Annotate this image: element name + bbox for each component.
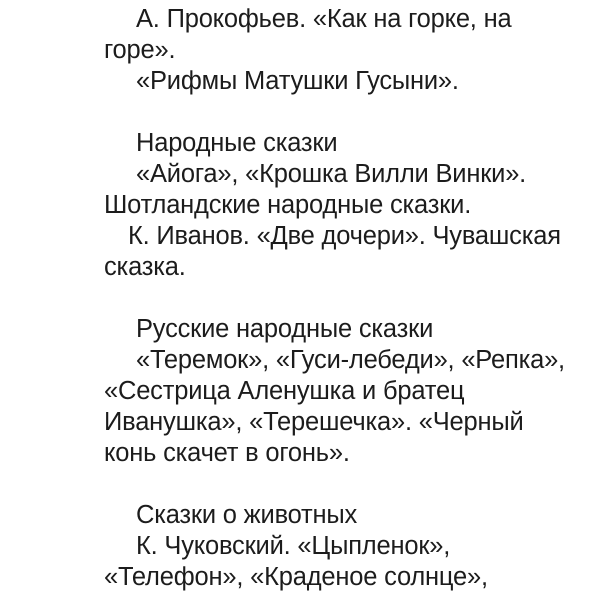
section-heading: Русские народные сказки [136, 315, 434, 343]
text-line: конь скачет в огонь». [104, 439, 350, 467]
text-line: А. Прокофьев. «Как на горке, на [136, 5, 512, 33]
text-line: «Рифмы Матушки Гусыни». [136, 67, 459, 95]
section-heading: Народные сказки [136, 129, 338, 157]
text-line: горе». [104, 36, 176, 64]
text-line: «Айога», «Крошка Вилли Винки». [136, 160, 527, 188]
section-heading: Сказки о животных [136, 501, 358, 529]
text-line: Шотландские народные сказки. [104, 191, 472, 219]
text-line: «Сестрица Аленушка и братец [104, 377, 465, 405]
text-line: сказка. [104, 253, 186, 281]
text-line: «Телефон», «Краденое солнце», [104, 563, 488, 591]
text-line: «Теремок», «Гуси-лебеди», «Репка», [136, 346, 565, 374]
text-line: К. Чуковский. «Цыпленок», [136, 532, 451, 560]
text-line: Иванушка», «Терешечка». «Черный [104, 408, 524, 436]
text-line: К. Иванов. «Две дочери». Чувашская [128, 222, 561, 250]
